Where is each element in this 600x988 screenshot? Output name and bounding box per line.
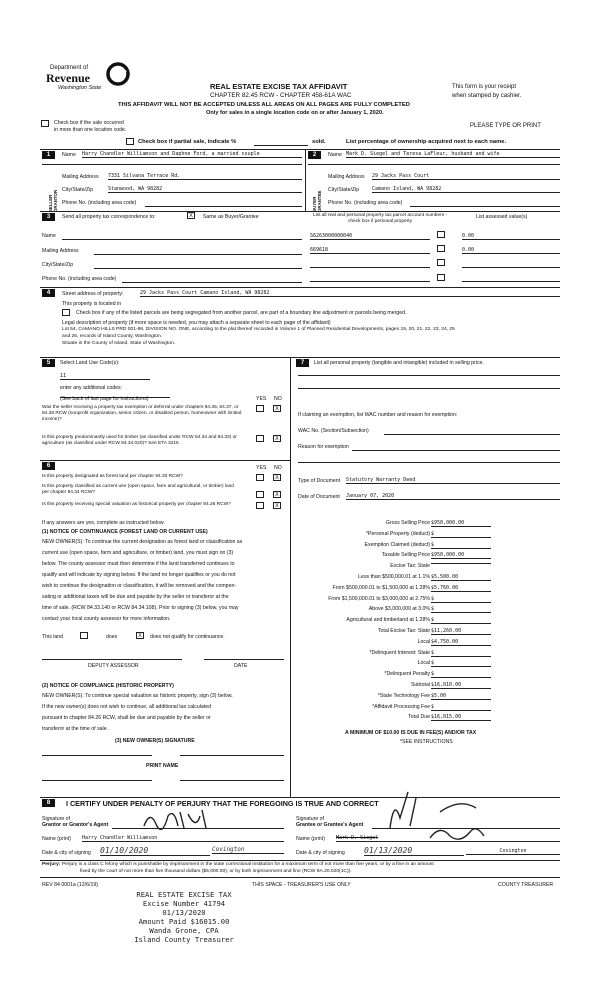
see-back-label: (See back of last page for instructions) bbox=[60, 396, 149, 402]
correspondence-phone-label: Phone No. (including area code) bbox=[42, 276, 117, 282]
tax-calc-value[interactable]: $ bbox=[431, 671, 491, 678]
tax-calc-label: Total Due bbox=[408, 714, 430, 721]
tax-calc-row bbox=[292, 542, 560, 553]
perjury-text-1: Perjury is a class C felony which is punishable by imprisonment in the state correctional institution for a maximum term of not more than five years, or by a fine in an amount bbox=[61, 862, 434, 867]
grantee-date-city-label: Date & city of signing bbox=[296, 850, 345, 856]
grantee-agent-label: Grantee or Grantee's Agent bbox=[296, 822, 364, 828]
tax-calc-row bbox=[292, 628, 560, 639]
certify-statement: I CERTIFY UNDER PENALTY OF PERJURY THAT THE FOREGOING IS TRUE AND CORRECT bbox=[66, 799, 379, 808]
partial-sale-checkbox[interactable] bbox=[126, 138, 134, 145]
section-1-number: 1 bbox=[42, 151, 55, 159]
tax-calc-value[interactable]: $ bbox=[431, 542, 491, 549]
form-chapter: CHAPTER 82.45 RCW - CHAPTER 458-61A WAC bbox=[210, 92, 352, 99]
notice-1-line: time of sale. (RCW 84.33.140 or RCW 84.34.108). Prior to signing (3) below, you may bbox=[42, 605, 239, 611]
tax-calc-label: *Delinquent Penalty bbox=[384, 671, 430, 678]
tax-calc-value[interactable]: $ bbox=[431, 531, 491, 538]
treasurer-space: THIS SPACE - TREASURER'S USE ONLY bbox=[252, 882, 351, 888]
tax-calc-label: *State Technology Fee bbox=[377, 692, 430, 699]
tax-calc-row bbox=[292, 606, 560, 617]
tax-calc-label: *Delinquent Interest: State bbox=[369, 649, 430, 656]
seller-phone-label: Phone No. (including area code) bbox=[62, 200, 137, 206]
s5-q2-yes-checkbox[interactable] bbox=[256, 435, 264, 442]
additional-codes-label: enter any additional codes: bbox=[60, 385, 123, 391]
tax-calc-row bbox=[292, 563, 560, 574]
parcel-value-3[interactable] bbox=[462, 267, 560, 268]
tax-calc-label: Total Excise Tax: State bbox=[377, 627, 430, 634]
s5-q1-yes-checkbox[interactable] bbox=[256, 405, 264, 412]
parcel-value-4[interactable] bbox=[462, 281, 560, 282]
tax-calc-value[interactable]: $16,010.00 bbox=[431, 682, 491, 689]
s6-q1-no-checkbox[interactable]: X bbox=[273, 474, 281, 481]
tax-calc-value[interactable]: $ bbox=[431, 650, 491, 657]
ownership-pct-label: List percentage of ownership acquired next to each name. bbox=[346, 139, 507, 145]
section-6-number: 6 bbox=[42, 462, 55, 470]
land-does-not-checkbox[interactable]: X bbox=[136, 632, 144, 639]
tax-calc-value[interactable]: $11,260.00 bbox=[431, 628, 491, 635]
minimum-fee-note: A MINIMUM OF $10.00 IS DUE IN FEE(S) AND/OR TAX bbox=[345, 730, 477, 736]
sold-label: sold. bbox=[312, 139, 326, 145]
correspondence-name-label: Name bbox=[42, 233, 56, 239]
parcel-number-4[interactable] bbox=[310, 281, 430, 282]
tax-calc-label: Exemption Claimed (deduct) bbox=[364, 541, 430, 548]
grantor-date-signed[interactable]: 01/10/2020 bbox=[100, 846, 210, 856]
tax-calc-value[interactable]: $ bbox=[431, 596, 491, 603]
seller-side-label: SELLER GRANTOR bbox=[48, 189, 58, 212]
tax-calc-label: *Personal Property (deduct) bbox=[365, 530, 430, 537]
tax-calc-row bbox=[292, 693, 560, 704]
parcel-2-personal-checkbox[interactable] bbox=[437, 245, 445, 252]
located-in-label: This property is located in bbox=[62, 301, 122, 307]
grantee-city-signed[interactable]: Covington bbox=[466, 848, 560, 855]
section-8-number: 8 bbox=[42, 799, 55, 807]
tax-calc-value[interactable]: $ bbox=[431, 704, 491, 711]
seller-city[interactable]: Stanwood, WA 98282 bbox=[108, 186, 302, 193]
tax-calc-label: *Affidavit Processing Fee bbox=[372, 703, 430, 710]
notice-2-line: transferor at the time of sale. bbox=[42, 726, 109, 732]
same-as-buyer-label: Same as Buyer/Grantee bbox=[203, 214, 259, 220]
seller-name[interactable]: Harry Chandler Williamson and Daphne Ford, a married couple bbox=[82, 151, 302, 158]
seller-mail-label: Mailing Address bbox=[62, 174, 99, 180]
tax-calc-row bbox=[292, 714, 560, 725]
segregated-label: Check box if any of the listed parcels are being segregated from another parcel, are part of a boundary line adjustment or parcels being merged. bbox=[76, 310, 407, 316]
tax-calc-row bbox=[292, 639, 560, 650]
legal-description-label: Legal description of property (if more space is needed, you may attach a separate sheet to each page of the affidavit) bbox=[62, 320, 331, 326]
perjury-bold: Perjury: bbox=[42, 862, 61, 867]
tax-calc-value[interactable]: $950,000.00 bbox=[431, 552, 491, 559]
grantor-name-print-label: Name (print) bbox=[42, 836, 71, 842]
notice-2-title: (2) NOTICE OF COMPLIANCE (HISTORIC PROPERTY) bbox=[42, 683, 174, 689]
notice-1-line: current use (open space, farm and agriculture, or timber) land, you must sign on (3) bbox=[42, 550, 234, 556]
see-instructions: *SEE INSTRUCTIONS bbox=[400, 739, 453, 745]
grantee-name-print-label: Name (print) bbox=[296, 836, 325, 842]
tax-calc-value[interactable] bbox=[431, 563, 491, 564]
parcel-number-3[interactable] bbox=[310, 267, 430, 268]
tax-calc-value[interactable]: $ bbox=[431, 660, 491, 667]
print-name-2[interactable] bbox=[180, 780, 284, 781]
assessed-value-header: List assessed value(s) bbox=[476, 214, 528, 220]
print-name-1[interactable] bbox=[42, 780, 152, 781]
deputy-assessor-date[interactable] bbox=[204, 659, 284, 660]
parcel-number-2[interactable]: 669618 bbox=[310, 247, 430, 254]
tax-calc-label: Subtotal bbox=[410, 681, 430, 688]
doc-date[interactable]: January 07, 2020 bbox=[346, 493, 560, 500]
s6-q1-yes-checkbox[interactable] bbox=[256, 474, 264, 481]
tax-calc-row bbox=[292, 617, 560, 628]
land-use-code[interactable]: 11 bbox=[60, 373, 150, 380]
notice-2-line: NEW OWNER(S): To continue special valuation as historic property, sign (3) below. bbox=[42, 693, 233, 699]
s6-no-header: NO bbox=[274, 465, 282, 471]
this-land-label: This land bbox=[42, 634, 64, 640]
buyer-city-label: City/State/Zip bbox=[328, 187, 360, 193]
tax-calc-label: Above $3,000,000 at 3.0% bbox=[368, 606, 430, 613]
s5-no-header: NO bbox=[274, 396, 282, 402]
tax-calc-label: Agricultural and timberland at 1.28% bbox=[346, 617, 430, 624]
parcel-3-personal-checkbox[interactable] bbox=[437, 259, 445, 266]
grantor-name-print[interactable]: Harry Chandler Williamson bbox=[82, 835, 284, 842]
tax-calc-row bbox=[292, 574, 560, 585]
tax-calc-label: From $500,000.01 to $1,500,000 at 1.28% bbox=[332, 584, 430, 591]
s5-question-1: Was the seller receiving a property tax exemption or deferral under chapters 84.36, 84.37, or 84.38 RCW (nonprofit organization, senior citizen, or disabled person, homeowner with limited income)? bbox=[42, 405, 242, 422]
grantee-sig-label: Signature of bbox=[296, 816, 324, 822]
s6-question-1: Is this property designated as forest land per chapter 84.33 RCW? bbox=[42, 474, 183, 479]
grantor-signature-scribble-icon bbox=[140, 806, 220, 832]
new-owner-signature-2[interactable] bbox=[180, 755, 284, 756]
stamp-line: Amount Paid $16015.00 bbox=[138, 917, 230, 926]
s6-yes-header: YES bbox=[256, 465, 267, 471]
treasurer-stamp bbox=[114, 890, 254, 944]
seller-city-label: City/State/Zip bbox=[62, 187, 94, 193]
buyer-name[interactable]: Mark D. Siegel and Teresa LaFleur, husband and wife bbox=[346, 151, 560, 158]
tax-calc-row bbox=[292, 552, 560, 563]
tax-calc-label: From $1,500,000.01 to $3,000,000 at 2.75% bbox=[328, 595, 430, 602]
tax-calc-value[interactable]: $16,015.00 bbox=[431, 714, 491, 721]
notice-1-line: wish to continue the designation or classification, it will be removed and the compen- bbox=[42, 583, 237, 589]
correspondence-city-label: City/State/Zip bbox=[42, 262, 74, 268]
segregated-checkbox[interactable] bbox=[62, 309, 70, 316]
notice-1-line: qualify and will indicate by signing below. If the land no longer qualifies or you do not bbox=[42, 572, 236, 578]
s5-yes-header: YES bbox=[256, 396, 267, 402]
parcel-number-1[interactable]: S6263000000040 bbox=[310, 233, 430, 240]
perjury-notice bbox=[42, 862, 560, 875]
county-treasurer-label: COUNTY TREASURER bbox=[498, 882, 554, 888]
tax-calc-label: Local bbox=[417, 660, 430, 667]
s5-q1-no-checkbox[interactable]: X bbox=[273, 405, 281, 412]
please-type: PLEASE TYPE OR PRINT bbox=[470, 123, 541, 129]
tax-calc-row bbox=[292, 650, 560, 661]
buyer-mail-label: Mailing Address bbox=[328, 174, 365, 180]
land-use-label: Select Land Use Code(s): bbox=[60, 360, 120, 366]
tax-calc-value[interactable]: $ bbox=[431, 606, 491, 613]
stamp-line: 01/13/2020 bbox=[162, 908, 206, 917]
multi-location-label-1: Check box if the sale occurred bbox=[54, 120, 124, 126]
tax-calc-row bbox=[292, 704, 560, 715]
land-does-checkbox[interactable] bbox=[80, 632, 88, 639]
stamp-line: Island County Treasurer bbox=[134, 935, 234, 944]
doc-date-label: Date of Document bbox=[298, 494, 340, 500]
send-correspondence-label: Send all property tax correspondence to: bbox=[62, 214, 156, 220]
buyer-mailing-address[interactable]: 29 Jacks Pass Court bbox=[372, 173, 560, 180]
legal-description-line-2: and 26, records of Island County, Washington. bbox=[62, 334, 163, 339]
doc-type[interactable]: Statutory Warranty Deed bbox=[346, 477, 560, 484]
grantee-name-print[interactable]: Mark D. Siegel bbox=[336, 835, 560, 842]
personal-property-label: List all personal property (tangible and intangible) included in selling price. bbox=[314, 360, 484, 366]
grantor-city-signed[interactable]: Covington bbox=[212, 846, 284, 854]
tax-calc-row bbox=[292, 531, 560, 542]
stamp-line: Wanda Grone, CPA bbox=[149, 926, 219, 935]
seller-phone[interactable] bbox=[145, 206, 302, 207]
parcel-list-header: List all real and personal property tax parcel account numbers - check box if personal property bbox=[312, 213, 448, 224]
legal-description-line-3: Situate in the County of Island, State of Washington. bbox=[62, 341, 176, 346]
parcel-1-personal-checkbox[interactable] bbox=[437, 231, 445, 238]
receipt-line-2: when stamped by cashier. bbox=[452, 93, 522, 99]
revenue-logo bbox=[40, 60, 150, 96]
new-owner-signature-1[interactable] bbox=[42, 755, 152, 756]
seller-mailing-address[interactable]: 7331 Silvana Terrace Rd. bbox=[108, 173, 302, 180]
doc-type-label: Type of Document bbox=[298, 478, 341, 484]
tax-calc-row bbox=[292, 520, 560, 531]
tax-calc-label: Local bbox=[417, 638, 430, 645]
s6-q3-yes-checkbox[interactable] bbox=[256, 502, 264, 509]
tax-calc-value[interactable]: $5,500.00 bbox=[431, 574, 491, 581]
form-only-for: Only for sales in a single location code on or after January 1, 2020. bbox=[206, 110, 384, 116]
revenue-swoosh-icon bbox=[106, 62, 130, 86]
section-2-number: 2 bbox=[308, 151, 321, 159]
s5-q2-no-checkbox[interactable]: X bbox=[273, 435, 281, 442]
tax-calc-label: Gross Selling Price bbox=[385, 520, 430, 526]
exemption-label: If claiming an exemption, list WAC number and reason for exemption: bbox=[298, 412, 458, 418]
deputy-assessor-label: DEPUTY ASSESSOR bbox=[88, 663, 139, 669]
wac-label: WAC No. (Section/Subsection) bbox=[298, 428, 369, 434]
parcel-4-personal-checkbox[interactable] bbox=[437, 274, 445, 281]
receipt-line-1: This form is your receipt bbox=[452, 84, 517, 90]
correspondence-mail[interactable] bbox=[94, 254, 302, 255]
buyer-name-label: Name bbox=[328, 152, 342, 158]
notice-2-line: If the new owner(s) does not wish to continue, all additional tax calculated bbox=[42, 704, 211, 710]
wac-input[interactable] bbox=[384, 434, 560, 435]
notice-1-title: (1) NOTICE OF CONTINUANCE (FOREST LAND OR CURRENT USE) bbox=[42, 529, 208, 535]
section-5-number: 5 bbox=[42, 359, 55, 367]
tax-calc-row bbox=[292, 596, 560, 607]
s5-question-2: Is this property predominantly used for timber (as classified under RCW 84.34 and 84.33) or agriculture (as classified under RCW 84.34.020)? See ETA 3215 bbox=[42, 435, 237, 446]
grantee-date-signed[interactable]: 01/13/2020 bbox=[364, 846, 464, 856]
seller-name-label: Name bbox=[62, 152, 76, 158]
correspondence-mail-label: Mailing Address bbox=[42, 248, 79, 254]
buyer-city[interactable]: Camano Island, WA 98282 bbox=[372, 186, 560, 193]
section-3-number: 3 bbox=[42, 213, 55, 221]
buyer-side-label: BUYER GRANTEE bbox=[312, 190, 322, 212]
s6-q2-no-checkbox[interactable]: X bbox=[273, 491, 281, 498]
tax-calc-row bbox=[292, 585, 560, 596]
tax-calc-value[interactable]: $4,750.00 bbox=[431, 639, 491, 646]
correspondence-phone[interactable] bbox=[122, 282, 302, 283]
new-owner-signature-label: (3) NEW OWNER(S) SIGNATURE bbox=[115, 738, 195, 744]
tax-calc-row bbox=[292, 671, 560, 682]
reason-label: Reason for exemption bbox=[298, 444, 349, 450]
notice-1-line: sating or additional taxes will be due and payable by the seller or transferor at the bbox=[42, 594, 229, 600]
notice-1-line: contact your local county assessor for more information. bbox=[42, 616, 171, 622]
partial-sale-pct[interactable] bbox=[254, 145, 308, 146]
parcel-value-2[interactable]: 0.00 bbox=[462, 247, 560, 254]
reason-input[interactable] bbox=[352, 450, 560, 451]
multi-location-checkbox[interactable] bbox=[41, 120, 49, 127]
if-yes-label: If any answers are yes, complete as instructed below. bbox=[42, 520, 165, 526]
form-revision: REV 84 0001a (12/6/19) bbox=[42, 882, 98, 888]
s6-q2-yes-checkbox[interactable] bbox=[256, 491, 264, 498]
notice-1-line: below. The county assessor must then determine if the land transferred continues to bbox=[42, 561, 235, 567]
tax-calc-label: Excise Tax: State bbox=[390, 563, 430, 570]
tax-calc-value[interactable]: $5.00 bbox=[431, 693, 491, 700]
does-label: does bbox=[106, 634, 118, 640]
does-not-label: does not qualify for continuance. bbox=[150, 634, 225, 640]
grantor-date-city-label: Date & city of signing bbox=[42, 850, 91, 856]
tax-calc-row bbox=[292, 660, 560, 671]
buyer-phone-label: Phone No. (including area code) bbox=[328, 200, 403, 206]
notice-2-line: pursuant to chapter 84.26 RCW, shall be due and payable by the seller or bbox=[42, 715, 211, 721]
dept-name: Revenue bbox=[46, 71, 90, 85]
tax-calc-value[interactable]: $5,760.00 bbox=[431, 585, 491, 592]
street-address-label: Street address of property: bbox=[62, 291, 124, 297]
correspondence-city[interactable] bbox=[94, 268, 302, 269]
tax-calc-row bbox=[292, 682, 560, 693]
section-4-number: 4 bbox=[42, 289, 55, 297]
perjury-text-2: fixed by the court of not more than five thousand dollars ($5,000.00), or by both imprisonment and fine (RCW 9A.20.020(1C)). bbox=[80, 868, 352, 874]
grantor-sig-label: Signature of bbox=[42, 816, 70, 822]
multi-location-label-2: in more than one location code. bbox=[54, 127, 127, 133]
tax-calculation bbox=[292, 520, 560, 725]
stamp-line: Excise Number 41794 bbox=[142, 899, 226, 908]
s6-question-2: Is this property classified as current use (open space, farm and agricultural, or timber) land per chapter 84.34 RCW? bbox=[42, 484, 234, 495]
correspondence-name[interactable] bbox=[62, 239, 302, 240]
same-as-buyer-checkbox[interactable]: X bbox=[187, 212, 195, 219]
legal-description-line-1: Lot 54, CAMANO HILLS PRD 001-98, DIVISION NO. ONE, according to the plat thereof recorded in Volume 1 of Planned Residential Developments, pages 19, 20, 21, 22, 23, 24, 25 bbox=[62, 327, 455, 332]
section-7-number: 7 bbox=[296, 359, 309, 367]
dept-top: Department of bbox=[50, 65, 89, 71]
tax-calc-label: Taxable Selling Price bbox=[381, 552, 430, 559]
tax-calc-value[interactable]: $950,000.00 bbox=[431, 520, 491, 527]
s6-q3-no-checkbox[interactable]: X bbox=[273, 502, 281, 509]
s6-question-3: Is this property receiving special valuation as historical property per chapter 84.26 RCW? bbox=[42, 502, 231, 507]
street-address[interactable]: 29 Jacks Pass Court Camano Island, WA 98282 bbox=[140, 290, 560, 297]
print-name-label: PRINT NAME bbox=[146, 763, 179, 769]
stamp-line: REAL ESTATE EXCISE TAX bbox=[136, 890, 232, 899]
partial-sale-label: Check box if partial sale, indicate % bbox=[138, 139, 237, 145]
parcel-value-1[interactable]: 0.00 bbox=[462, 233, 560, 240]
notice-1-line: NEW OWNER(S): To continue the current designation as forest land or classification as bbox=[42, 539, 243, 545]
tax-calc-value[interactable]: $ bbox=[431, 617, 491, 624]
tax-calc-label: Less than $500,000.01 at 1.1% bbox=[358, 573, 430, 580]
form-warning: THIS AFFIDAVIT WILL NOT BE ACCEPTED UNLESS ALL AREAS ON ALL PAGES ARE FULLY COMPLETED bbox=[118, 102, 410, 108]
dept-state: Washington State bbox=[58, 85, 102, 91]
buyer-phone[interactable] bbox=[410, 206, 560, 207]
grantor-agent-label: Grantor or Grantor's Agent bbox=[42, 822, 109, 828]
form-title: REAL ESTATE EXCISE TAX AFFIDAVIT bbox=[210, 82, 348, 91]
deputy-assessor-signature[interactable] bbox=[42, 659, 182, 660]
deputy-date-label: DATE bbox=[234, 663, 248, 669]
